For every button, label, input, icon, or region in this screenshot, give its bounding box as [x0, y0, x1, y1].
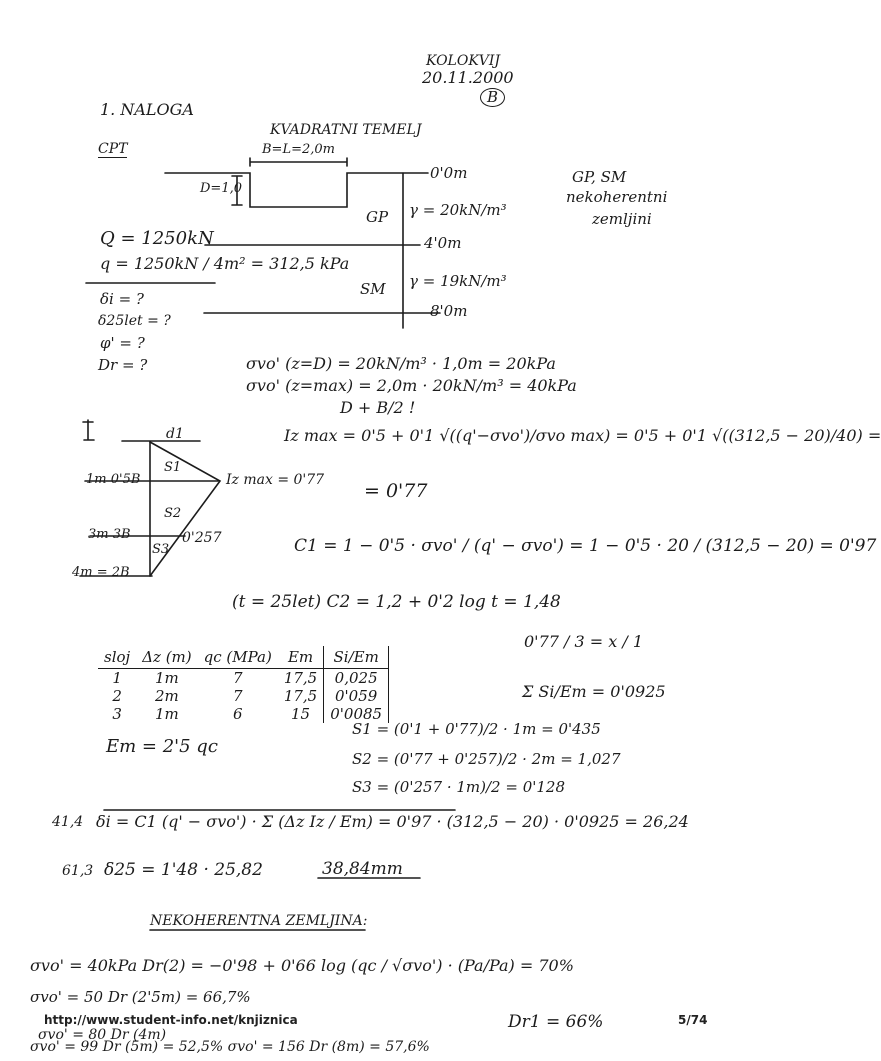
- method-label: CPT: [98, 141, 128, 157]
- settlement-25-result: 38,84mm: [322, 859, 403, 879]
- level-0: 0'0m: [430, 164, 468, 182]
- noncoh-line-3: σvo' = 80 Dr (4m): [38, 1027, 167, 1043]
- foundation-title: KVADRATNI TEMELJ: [270, 122, 422, 138]
- stress-line-3: D + B/2 !: [340, 398, 416, 417]
- task-title: 1. NALOGA: [100, 100, 194, 119]
- table-cell: 3: [112, 705, 122, 723]
- settlement-25: δ25 = 1'48 · 25,82: [104, 860, 263, 880]
- iz-result: = 0'77: [364, 480, 428, 502]
- given-d25: δ25let = ?: [98, 313, 171, 329]
- layer-sm-gamma: γ = 19kN/m³: [409, 272, 507, 290]
- noncoh-dr1: Dr1 = 66%: [508, 1012, 604, 1032]
- col-header: sloj: [98, 646, 136, 669]
- sum-si: Σ Si/Em = 0'0925: [522, 682, 666, 701]
- source-url: http://www.student-info.net/knjiznica: [44, 1013, 298, 1027]
- group-badge: B: [480, 88, 505, 107]
- col-header: Δz (m): [136, 646, 197, 669]
- stress-line-1: σvo' (z=D) = 20kN/m³ · 1,0m = 20kPa: [246, 354, 556, 373]
- col-header: Em: [278, 646, 324, 669]
- ratio-formula: 0'77 / 3 = x / 1: [524, 632, 644, 651]
- table-row: [98, 705, 389, 723]
- table-cell: 15: [278, 705, 324, 723]
- stress-line-2: σvo' (z=max) = 2,0m · 20kN/m³ = 40kPa: [246, 376, 577, 395]
- diagram-label-izmax: Iz max = 0'77: [226, 472, 325, 488]
- layer-sm-name: SM: [360, 280, 386, 298]
- layer-table: [98, 646, 389, 723]
- note-line-3: zemljini: [592, 210, 652, 228]
- level-8: 8'0m: [430, 302, 468, 320]
- table-row: [98, 687, 389, 705]
- table-row: [98, 669, 389, 688]
- diagram-label-s1: S1: [164, 460, 182, 475]
- em-formula: Em = 2'5 qc: [106, 736, 218, 757]
- table-header-row: [98, 646, 389, 669]
- diagram-label-1m: 1m 0'5B: [86, 472, 141, 487]
- table-cell: 1m: [155, 705, 179, 723]
- note-line-2: nekoherentni: [566, 188, 668, 206]
- table-cell: 0'059: [324, 687, 389, 705]
- given-phi: φ' = ?: [100, 334, 145, 352]
- diagram-label-d1: d1: [166, 426, 184, 442]
- s3-value: S3 = (0'257 · 1m)/2 = 0'128: [352, 778, 565, 796]
- bl-dimension: B=L=2,0m: [262, 142, 335, 157]
- header-date: 20.11.2000: [422, 68, 514, 87]
- settlement-i: δi = C1 (q' − σvo') · Σ (Δz Iz / Em) = 0'97 · (312,5 − 20) · 0'0925 = 26,24: [96, 812, 689, 831]
- s1-value: S1 = (0'1 + 0'77)/2 · 1m = 0'435: [352, 720, 601, 738]
- diagram-label-4m: 4m = 2B: [72, 565, 130, 580]
- given-load: Q = 1250kN: [100, 228, 214, 249]
- layer-gp-gamma: γ = 20kN/m³: [409, 201, 507, 219]
- table-cell: 17,5: [278, 669, 324, 688]
- settlement-25-side: 61,3: [62, 863, 94, 879]
- table-cell: 2m: [155, 687, 179, 705]
- given-di: δi = ?: [100, 290, 144, 308]
- table-cell: 1: [112, 669, 122, 687]
- table-cell: 0'0085: [324, 705, 389, 723]
- col-header: qc (MPa): [198, 646, 278, 669]
- page-number: 5/74: [678, 1013, 708, 1027]
- table-cell: 2: [112, 687, 122, 705]
- noncoh-line-4: σvo' = 99 Dr (5m) = 52,5% σvo' = 156 Dr (8m) = 57,6%: [30, 1039, 430, 1055]
- c1-formula: C1 = 1 − 0'5 · σvo' / (q' − σvo') = 1 − 0'5 · 20 / (312,5 − 20) = 0'97: [294, 536, 877, 556]
- noncoh-line-2: σvo' = 50 Dr (2'5m) = 66,7%: [30, 988, 251, 1006]
- noncoh-title: NEKOHERENTNA ZEMLJINA:: [150, 913, 368, 929]
- table-cell: 1m: [155, 669, 179, 687]
- diagram-label-s2: S2: [164, 506, 182, 521]
- c2-formula: (t = 25let) C2 = 1,2 + 0'2 log t = 1,48: [232, 592, 561, 612]
- diagram-depth-mark: [83, 420, 94, 440]
- iz-formula: Iz max = 0'5 + 0'1 √((q'−σvo')/σvo max) = 0'5 + 0'1 √((312,5 − 20)/40) =: [284, 426, 881, 445]
- table-cell: 7: [232, 669, 243, 687]
- diagram-label-0257: 0'257: [182, 530, 222, 546]
- width-dimension: [250, 158, 347, 166]
- diagram-label-s3: S3: [152, 542, 170, 557]
- s2-value: S2 = (0'77 + 0'257)/2 · 2m = 1,027: [352, 750, 621, 768]
- noncoh-formula: σvo' = 40kPa Dr(2) = −0'98 + 0'66 log (qc / √σvo') · (Pa/Pa) = 70%: [30, 956, 574, 975]
- table-cell: 6: [232, 705, 243, 723]
- col-header: Si/Em: [324, 646, 389, 669]
- settlement-i-side: 41,4: [52, 814, 84, 830]
- given-pressure: q = 1250kN / 4m² = 312,5 kPa: [100, 254, 350, 273]
- table-cell: 17,5: [278, 687, 324, 705]
- layer-gp-name: GP: [366, 208, 389, 226]
- header-title: KOLOKVIJ: [426, 53, 501, 69]
- table-cell: 0,025: [324, 669, 389, 688]
- depth-label: D=1,0: [200, 181, 242, 196]
- diagram-label-3m: 3m 3B: [88, 527, 131, 542]
- level-4: 4'0m: [424, 234, 462, 252]
- note-line-1: GP, SM: [572, 168, 627, 186]
- given-dr: Dr = ?: [98, 356, 148, 374]
- table-cell: 7: [232, 687, 243, 705]
